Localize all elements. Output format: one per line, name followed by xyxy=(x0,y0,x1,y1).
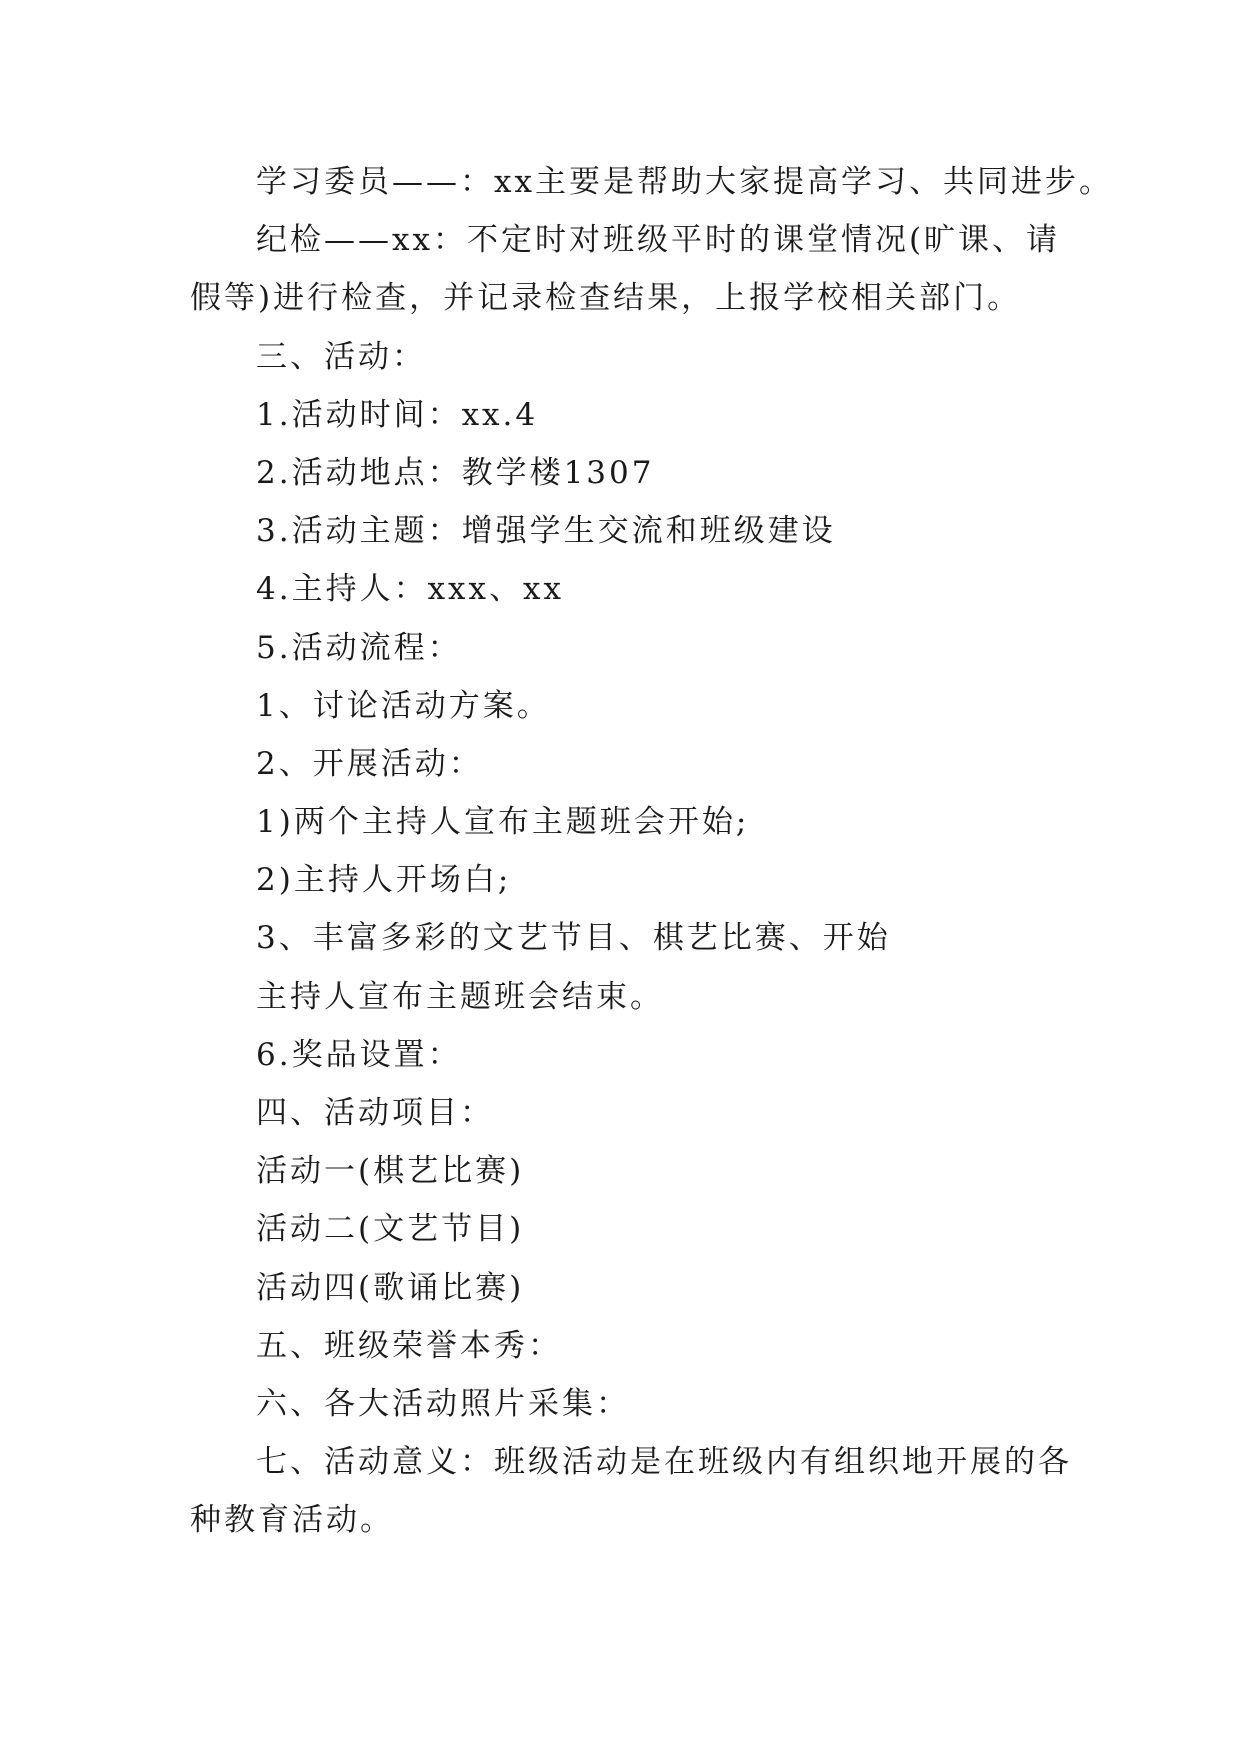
paragraph-line: 种教育活动。 xyxy=(190,1502,394,1539)
section-heading: 三、活动： xyxy=(256,338,426,375)
paragraph-line: 纪检——xx：不定时对班级平时的课堂情况(旷课、请 xyxy=(256,222,1061,259)
list-item: 3.活动主题：增强学生交流和班级建设 xyxy=(256,513,836,550)
list-item: 2)主持人开场白; xyxy=(256,862,512,899)
paragraph-line: 假等)进行检查，并记录检查结果，上报学校相关部门。 xyxy=(190,280,1022,317)
list-item: 活动四(歌诵比赛) xyxy=(256,1269,525,1306)
list-item: 1、讨论活动方案。 xyxy=(256,687,551,724)
document-body xyxy=(190,153,1113,1550)
list-item: 2、开展活动： xyxy=(256,745,483,782)
list-item: 1.活动时间：xx.4 xyxy=(256,396,539,433)
list-item: 6.奖品设置： xyxy=(256,1036,462,1073)
section-heading: 四、活动项目： xyxy=(256,1095,494,1131)
list-item: 活动一(棋艺比赛) xyxy=(256,1153,525,1190)
list-item: 4.主持人：xxx、xx xyxy=(256,571,564,608)
section-heading: 五、班级荣誉本秀： xyxy=(256,1327,562,1364)
section-heading: 六、各大活动照片采集： xyxy=(256,1385,630,1422)
section-heading: 七、活动意义：班级活动是在班级内有组织地开展的各 xyxy=(256,1444,1072,1481)
list-item: 5.活动流程： xyxy=(256,629,462,666)
list-item: 1)两个主持人宣布主题班会开始; xyxy=(256,804,750,841)
paragraph-line: 主持人宣布主题班会结束。 xyxy=(256,978,664,1015)
paragraph-line: 学习委员——：xx主要是帮助大家提高学习、共同进步。 xyxy=(256,164,1113,200)
list-item: 3、丰富多彩的文艺节目、棋艺比赛、开始 xyxy=(256,920,891,957)
list-item: 2.活动地点：教学楼1307 xyxy=(256,454,655,491)
list-item: 活动二(文艺节目) xyxy=(256,1211,525,1248)
